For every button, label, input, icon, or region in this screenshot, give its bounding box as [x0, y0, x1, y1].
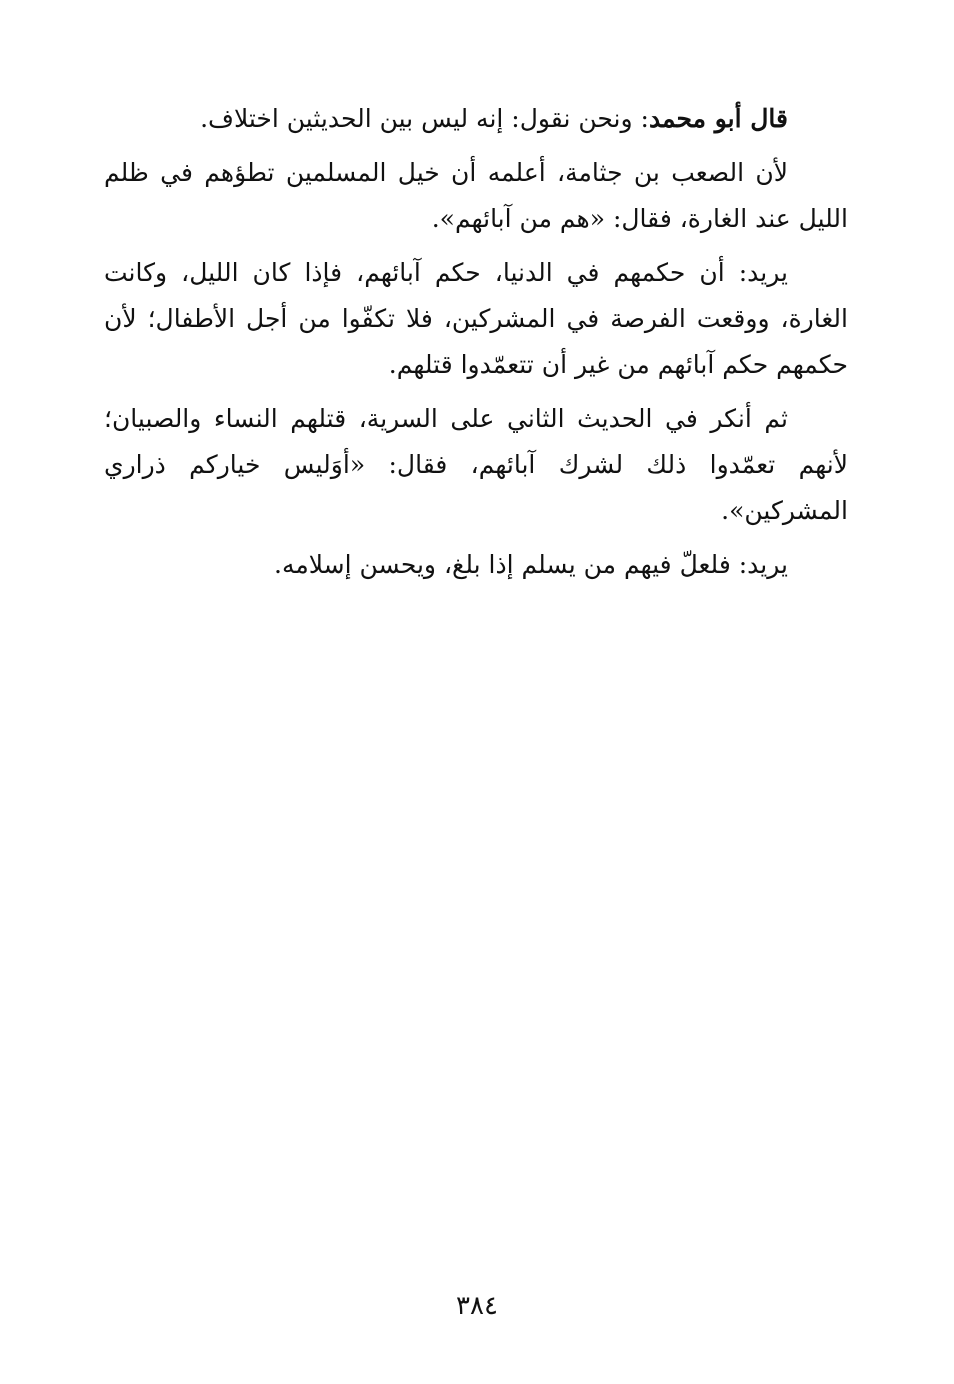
paragraph-4: ثم أنكر في الحديث الثاني على السرية، قتلهم النساء والصبيان؛ لأنهم تعمّدوا ذلك لشرك آبائهم، فقال: «أوَليس خياركم ذراري المشركين».: [104, 404, 848, 525]
paragraph-3: يريد: أن حكمهم في الدنيا، حكم آبائهم، فإذا كان الليل، وكانت الغارة، ووقعت الفرصة في المشركين، فلا تكفّوا من أجل الأطفال؛ لأن حكمهم حكم آبائهم من غير أن تتعمّدوا قتلهم.: [104, 258, 848, 379]
paragraph-5: يريد: فلعلّ فيهم من يسلم إذا بلغ، ويحسن إسلامه.: [274, 550, 788, 579]
paragraph-2: لأن الصعب بن جثامة، أعلمه أن خيل المسلمين تطؤهم في ظلم الليل عند الغارة، فقال: «هم من آبائهم».: [104, 158, 848, 233]
page-number: ٣٨٤: [456, 1291, 498, 1321]
paragraph-1-text: : ونحن نقول: إنه ليس بين الحديثين اختلاف.: [200, 104, 649, 133]
speaker-name: قال أبو محمد: [648, 104, 788, 133]
paragraph-1: [104, 96, 848, 142]
body-text: [104, 96, 848, 596]
